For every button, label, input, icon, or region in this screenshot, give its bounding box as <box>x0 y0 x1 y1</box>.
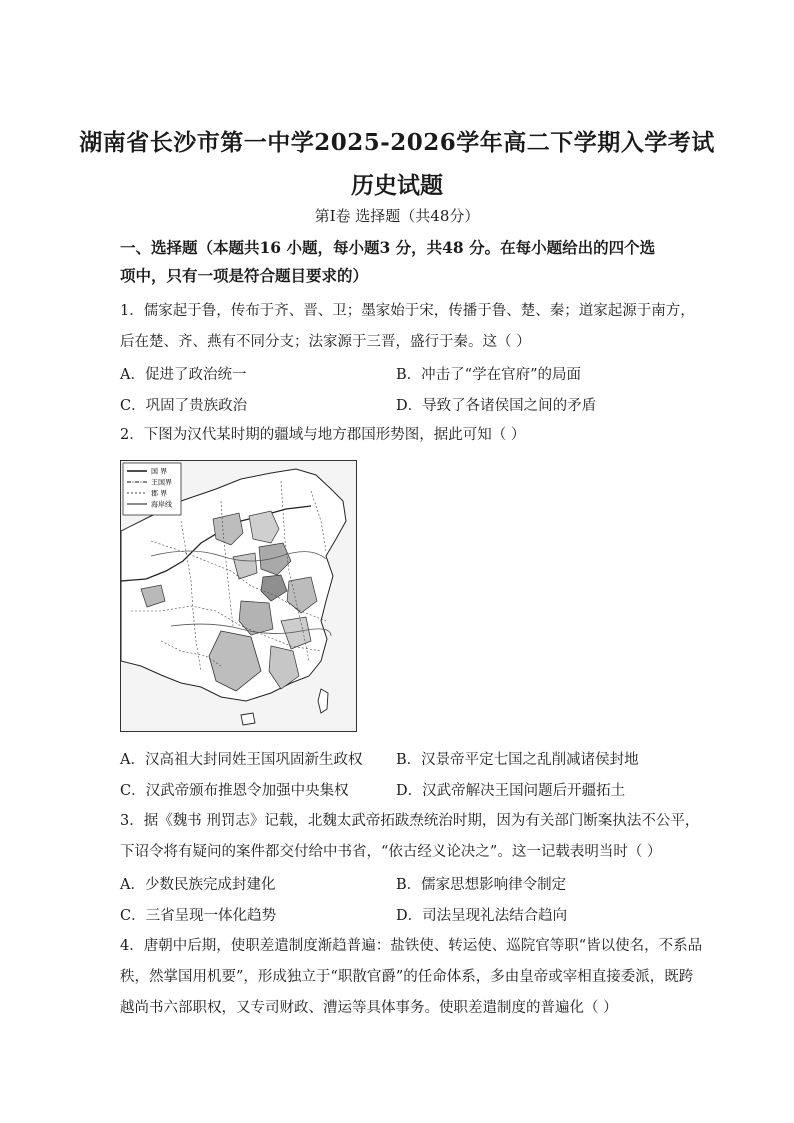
legend-commandery-border: 郡 界 <box>151 489 168 498</box>
q1-stem-line-1: 1．儒家起于鲁，传布于齐、晋、卫；墨家始于宋，传播于鲁、楚、秦；道家起源于南方， <box>120 303 695 319</box>
q3-stem-line-2: 下诏令将有疑问的案件都交付给中书省，“依古经义论决之”。这一记载表明当时（ ） <box>120 844 662 860</box>
q1-stem-line-2: 后在楚、齐、燕有不同分支；法家源于三晋，盛行于秦。这（ ） <box>120 334 531 350</box>
q3-option-b[interactable]: B．儒家思想影响律令制定 <box>396 877 567 893</box>
q3-option-a[interactable]: A．少数民族完成封建化 <box>120 877 276 893</box>
han-territory-map <box>120 460 357 732</box>
q3-option-c[interactable]: C．三省呈现一体化趋势 <box>120 908 277 924</box>
legend-national-border: 国 界 <box>151 467 168 476</box>
q2-option-b[interactable]: B．汉景帝平定七国之乱削减诸侯封地 <box>396 752 639 768</box>
volume-heading: 第Ⅰ卷 选择题（共48分） <box>314 207 480 225</box>
legend-coastline: 海岸线 <box>151 500 172 509</box>
section-heading-line-1: 一、选择题（本题共16 小题，每小题3 分，共48 分。在每小题给出的四个选 <box>120 238 656 257</box>
q1-option-c[interactable]: C．巩固了贵族政治 <box>120 398 248 414</box>
exam-title: 湖南省长沙市第一中学2025-2026学年高二下学期入学考试 <box>79 129 715 156</box>
q3-option-d[interactable]: D．司法呈现礼法结合趋向 <box>396 908 568 924</box>
section-heading-line-2: 项中，只有一项是符合题目要求的） <box>120 266 369 285</box>
map-drawing <box>121 461 356 731</box>
q3-stem-line-1: 3．据《魏书 刑罚志》记载，北魏太武帝拓跋焘统治时期，因为有关部门断案执法不公平， <box>120 813 700 829</box>
exam-subject: 历史试题 <box>351 172 443 199</box>
q4-stem-line-1: 4．唐朝中后期，使职差遣制度渐趋普遍：盐铁使、转运使、巡院官等职“皆以使名，不系品 <box>120 938 703 954</box>
q4-stem-line-2: 秩，然掌国用机要”，形成独立于“职散官爵”的任命体系，多由皇帝或宰相直接委派，既跨 <box>120 969 694 985</box>
legend-kingdom-border: 王国界 <box>151 478 172 487</box>
q1-option-d[interactable]: D．导致了各诸侯国之间的矛盾 <box>396 398 597 414</box>
q1-option-a[interactable]: A．促进了政治统一 <box>120 367 247 383</box>
q2-option-a[interactable]: A．汉高祖大封同姓王国巩固新生政权 <box>120 752 363 768</box>
q1-option-b[interactable]: B．冲击了“学在官府”的局面 <box>396 367 581 383</box>
q4-stem-line-3: 越尚书六部职权，又专司财政、漕运等具体事务。使职差遣制度的普遍化（ ） <box>120 1000 618 1016</box>
q2-option-c[interactable]: C．汉武帝颁布推恩令加强中央集权 <box>120 783 349 799</box>
q2-stem-line-1: 2．下图为汉代某时期的疆域与地方郡国形势图，据此可知（ ） <box>120 427 526 443</box>
q2-option-d[interactable]: D．汉武帝解决王国问题后开疆拓土 <box>396 783 626 799</box>
